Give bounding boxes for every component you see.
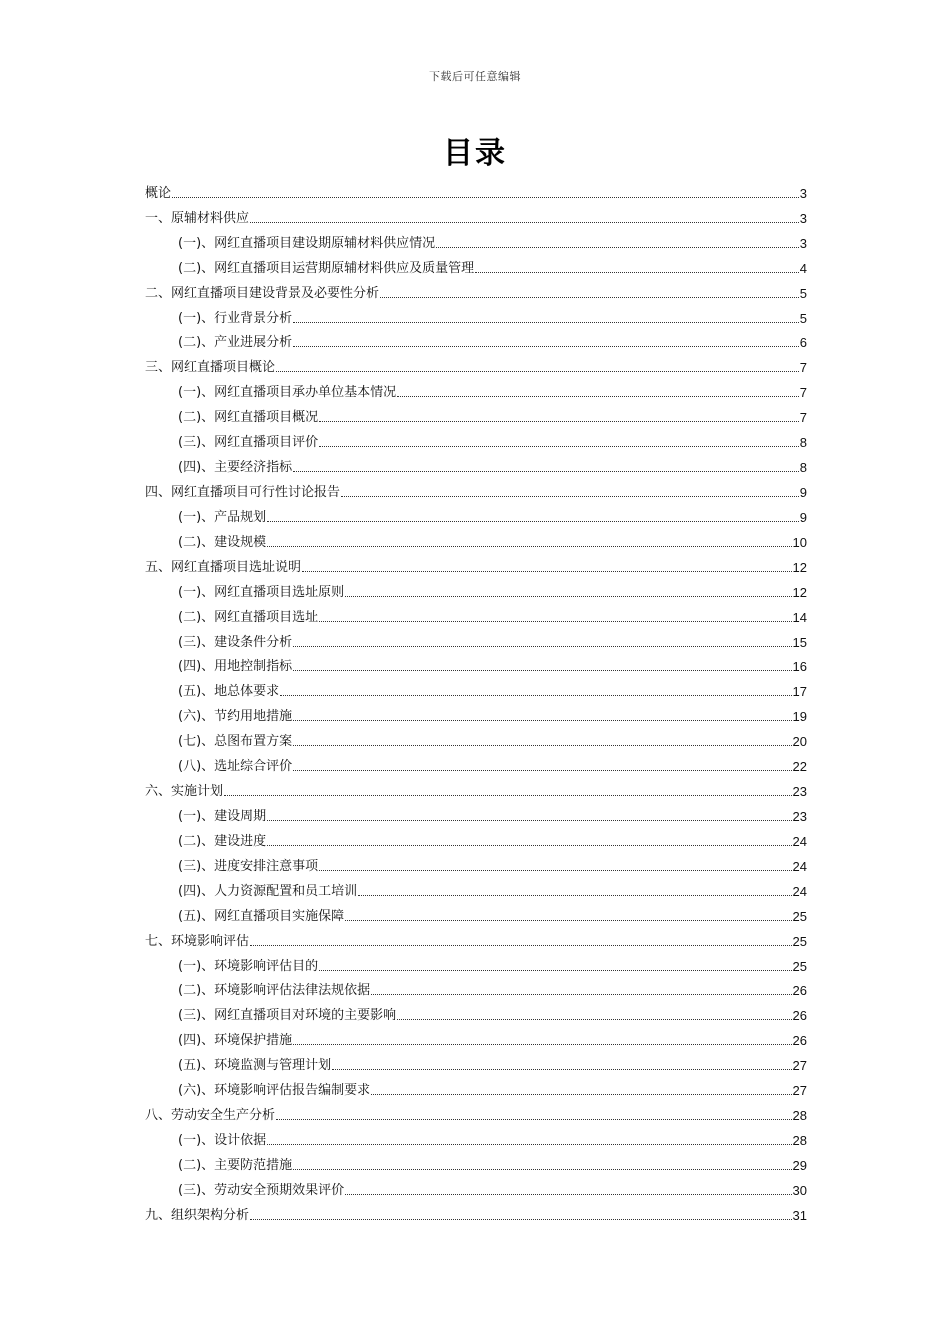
toc-page-number: 24	[792, 858, 807, 874]
toc-dot-leader	[293, 770, 791, 771]
toc-entry-text: (一)、产品规划	[178, 509, 267, 525]
toc-dot-leader	[293, 1169, 791, 1170]
toc-entry-text: (一)、建设周期	[178, 808, 267, 824]
toc-section-link[interactable]	[145, 673, 807, 698]
toc-page-number: 25	[792, 958, 807, 974]
toc-entry-text: (一)、网红直播项目选址原则	[178, 584, 345, 600]
toc-entry-text: (二)、环境影响评估法律法规依据	[178, 983, 371, 999]
toc-dot-leader	[172, 197, 799, 198]
toc-dot-leader	[250, 1219, 792, 1220]
toc-page-number: 9	[799, 509, 807, 525]
toc-section-link[interactable]	[145, 225, 807, 250]
toc-entry-text: (一)、设计依据	[178, 1132, 267, 1148]
toc-dot-leader	[293, 322, 799, 323]
toc-page-number: 12	[792, 584, 807, 600]
toc-section-link[interactable]	[145, 873, 807, 898]
toc-entry-text: (四)、人力资源配置和员工培训	[178, 883, 358, 899]
toc-page-number: 25	[792, 908, 807, 924]
toc-section-link[interactable]	[145, 325, 807, 350]
toc-section-link[interactable]	[145, 1072, 807, 1097]
toc-chapter-link[interactable]	[145, 549, 807, 574]
toc-page-number: 31	[792, 1207, 807, 1223]
toc-page-number: 3	[799, 210, 807, 226]
toc-page-number: 8	[799, 460, 807, 476]
toc-section-link[interactable]	[145, 997, 807, 1022]
toc-entry-text: (二)、建设进度	[178, 833, 267, 849]
toc-dot-leader	[345, 920, 791, 921]
toc-entry-text: (二)、建设规模	[178, 534, 267, 550]
toc-entry-text: (三)、网红直播项目评价	[178, 435, 319, 451]
toc-page-number: 28	[792, 1132, 807, 1148]
toc-dot-leader	[341, 496, 799, 497]
toc-page-number: 23	[792, 784, 807, 800]
table-of-contents	[145, 175, 807, 1222]
toc-dot-leader	[319, 621, 791, 622]
toc-chapter-link[interactable]	[145, 1097, 807, 1122]
toc-entry-text: (二)、产业进展分析	[178, 335, 293, 351]
toc-entry-text: 四、网红直播项目可行性讨论报告	[145, 484, 341, 500]
toc-page-number: 27	[792, 1083, 807, 1099]
toc-section-link[interactable]	[145, 424, 807, 449]
toc-page-number: 7	[799, 410, 807, 426]
toc-entry-text: 七、环境影响评估	[145, 933, 250, 949]
toc-entry-text: (二)、网红直播项目选址	[178, 609, 319, 625]
toc-dot-leader	[293, 745, 791, 746]
toc-entry-text: (一)、网红直播项目承办单位基本情况	[178, 385, 397, 401]
toc-page-number: 14	[792, 609, 807, 625]
toc-entry-text: (三)、进度安排注意事项	[178, 858, 319, 874]
toc-dot-leader	[319, 970, 791, 971]
toc-dot-leader	[302, 571, 792, 572]
toc-page-number: 6	[799, 335, 807, 351]
toc-entry-text: (七)、总图布置方案	[178, 734, 293, 750]
toc-section-link[interactable]	[145, 798, 807, 823]
toc-section-link[interactable]	[145, 300, 807, 325]
toc-section-link[interactable]	[145, 649, 807, 674]
toc-page-number: 7	[799, 385, 807, 401]
toc-dot-leader	[224, 795, 792, 796]
toc-page-number: 29	[792, 1157, 807, 1173]
toc-page-number: 26	[792, 1033, 807, 1049]
toc-section-link[interactable]	[145, 374, 807, 399]
toc-dot-leader	[276, 371, 799, 372]
toc-entry-text: (三)、劳动安全预期效果评价	[178, 1182, 345, 1198]
toc-page-number: 24	[792, 883, 807, 899]
toc-dot-leader	[380, 297, 799, 298]
toc-chapter-link[interactable]	[145, 175, 807, 200]
toc-page-number: 27	[792, 1058, 807, 1074]
toc-dot-leader	[267, 546, 791, 547]
toc-dot-leader	[319, 870, 791, 871]
toc-page-number: 20	[792, 734, 807, 750]
toc-dot-leader	[293, 646, 791, 647]
toc-chapter-link[interactable]	[145, 275, 807, 300]
toc-section-link[interactable]	[145, 973, 807, 998]
toc-page-number: 5	[799, 310, 807, 326]
toc-section-link[interactable]	[145, 599, 807, 624]
toc-entry-text: (二)、网红直播项目概况	[178, 410, 319, 426]
toc-dot-leader	[371, 994, 791, 995]
toc-entry-text: (五)、环境监测与管理计划	[178, 1058, 332, 1074]
toc-title: 目录	[443, 136, 507, 171]
toc-section-link[interactable]	[145, 1047, 807, 1072]
toc-page-number: 17	[792, 684, 807, 700]
toc-entry-text: (六)、节约用地措施	[178, 709, 293, 725]
toc-page-number: 9	[799, 484, 807, 500]
toc-chapter-link[interactable]	[145, 1197, 807, 1222]
toc-dot-leader	[293, 346, 799, 347]
toc-entry-text: (二)、网红直播项目运营期原辅材料供应及质量管理	[178, 260, 475, 276]
toc-dot-leader	[345, 1194, 791, 1195]
toc-section-link[interactable]	[145, 1022, 807, 1047]
toc-dot-leader	[397, 396, 799, 397]
toc-dot-leader	[397, 1019, 791, 1020]
toc-page-number: 10	[792, 534, 807, 550]
toc-section-link[interactable]	[145, 449, 807, 474]
toc-page-number: 12	[792, 559, 807, 575]
toc-dot-leader	[345, 596, 791, 597]
toc-page-number: 23	[792, 808, 807, 824]
toc-entry-text: 五、网红直播项目选址说明	[145, 559, 302, 575]
toc-section-link[interactable]	[145, 823, 807, 848]
toc-entry-text: (一)、行业背景分析	[178, 310, 293, 326]
toc-entry-text: (三)、建设条件分析	[178, 634, 293, 650]
toc-page-number: 15	[792, 634, 807, 650]
toc-dot-leader	[276, 1119, 792, 1120]
toc-entry-text: (四)、用地控制指标	[178, 659, 293, 675]
toc-page-number: 22	[792, 759, 807, 775]
toc-section-link[interactable]	[145, 898, 807, 923]
toc-entry-text: 八、劳动安全生产分析	[145, 1108, 276, 1124]
toc-section-link[interactable]	[145, 1172, 807, 1197]
toc-entry-text: (八)、选址综合评价	[178, 759, 293, 775]
toc-dot-leader	[293, 720, 791, 721]
toc-chapter-link[interactable]	[145, 923, 807, 948]
toc-page-number: 4	[799, 260, 807, 276]
toc-entry-text: (四)、环境保护措施	[178, 1033, 293, 1049]
toc-section-link[interactable]	[145, 1122, 807, 1147]
toc-entry-text: 六、实施计划	[145, 784, 224, 800]
toc-section-link[interactable]	[145, 499, 807, 524]
toc-dot-leader	[332, 1069, 791, 1070]
toc-page-number: 7	[799, 360, 807, 376]
toc-section-link[interactable]	[145, 624, 807, 649]
toc-section-link[interactable]	[145, 524, 807, 549]
toc-chapter-link[interactable]	[145, 349, 807, 374]
toc-page-number: 3	[799, 185, 807, 201]
toc-chapter-link[interactable]	[145, 773, 807, 798]
toc-entry-text: (四)、主要经济指标	[178, 460, 293, 476]
toc-page-number: 25	[792, 933, 807, 949]
toc-dot-leader	[250, 222, 799, 223]
toc-entry-text: (五)、网红直播项目实施保障	[178, 908, 345, 924]
toc-dot-leader	[293, 471, 799, 472]
toc-dot-leader	[267, 845, 791, 846]
toc-section-link[interactable]	[145, 748, 807, 773]
toc-page-number: 26	[792, 1008, 807, 1024]
toc-section-link[interactable]	[145, 948, 807, 973]
toc-dot-leader	[267, 1144, 791, 1145]
toc-entry-text: (一)、网红直播项目建设期原辅材料供应情况	[178, 235, 436, 251]
toc-page-number: 26	[792, 983, 807, 999]
toc-page-number: 19	[792, 709, 807, 725]
toc-page-number: 28	[792, 1108, 807, 1124]
header-note: 下载后可任意编辑	[429, 70, 521, 83]
toc-dot-leader	[293, 670, 791, 671]
toc-section-link[interactable]	[145, 698, 807, 723]
toc-section-link[interactable]	[145, 574, 807, 599]
toc-section-link[interactable]	[145, 723, 807, 748]
toc-page-number: 30	[792, 1182, 807, 1198]
toc-entry-text: 概论	[145, 185, 172, 201]
toc-entry-text: (六)、环境影响评估报告编制要求	[178, 1083, 371, 1099]
toc-section-link[interactable]	[145, 250, 807, 275]
toc-section-link[interactable]	[145, 399, 807, 424]
toc-dot-leader	[267, 521, 799, 522]
toc-entry-text: (五)、地总体要求	[178, 684, 280, 700]
toc-dot-leader	[280, 695, 791, 696]
toc-entry-text: (三)、网红直播项目对环境的主要影响	[178, 1008, 397, 1024]
toc-dot-leader	[358, 895, 791, 896]
toc-entry-text: 三、网红直播项目概论	[145, 360, 276, 376]
toc-section-link[interactable]	[145, 848, 807, 873]
toc-page-number: 24	[792, 833, 807, 849]
toc-dot-leader	[371, 1094, 791, 1095]
toc-dot-leader	[475, 272, 799, 273]
toc-dot-leader	[436, 247, 799, 248]
toc-page-number: 8	[799, 435, 807, 451]
toc-dot-leader	[267, 820, 791, 821]
toc-entry-text: 九、组织架构分析	[145, 1207, 250, 1223]
toc-section-link[interactable]	[145, 1147, 807, 1172]
toc-entry-text: (二)、主要防范措施	[178, 1157, 293, 1173]
toc-entry-text: 二、网红直播项目建设背景及必要性分析	[145, 285, 380, 301]
toc-dot-leader	[250, 945, 792, 946]
toc-chapter-link[interactable]	[145, 200, 807, 225]
toc-dot-leader	[293, 1044, 791, 1045]
toc-chapter-link[interactable]	[145, 474, 807, 499]
toc-entry-text: 一、原辅材料供应	[145, 210, 250, 226]
toc-page-number: 5	[799, 285, 807, 301]
toc-page-number: 16	[792, 659, 807, 675]
toc-dot-leader	[319, 446, 799, 447]
toc-dot-leader	[319, 421, 799, 422]
toc-page-number: 3	[799, 235, 807, 251]
toc-entry-text: (一)、环境影响评估目的	[178, 958, 319, 974]
